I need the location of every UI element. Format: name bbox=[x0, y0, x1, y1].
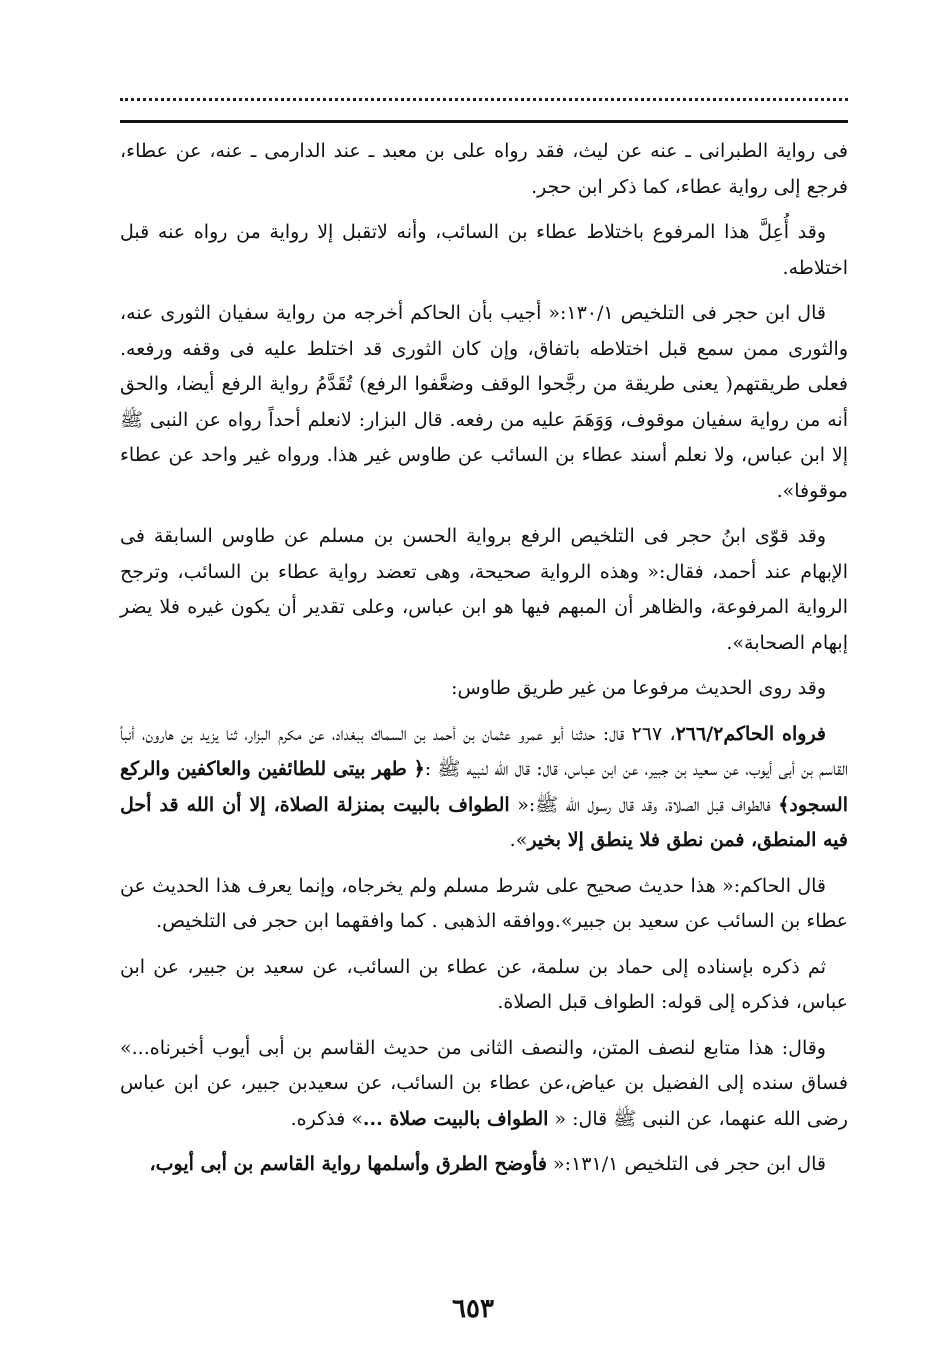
paragraph-9-text: وقال: هذا متابع لنصف المتن، والنصف الثانى من حديث القاسم بن أبى أيوب أخبرناه...» فساق سنده إلى الفضيل بن عياض،عن عطاء بن السائب، عن سعيدبن جبير، عن ابن عباس رضى الله عنهما، عن النبى ﷺ قال: « bbox=[120, 1036, 848, 1130]
closing-quote: ». bbox=[509, 829, 528, 851]
commentary-text: فالطواف قبل الصلاة، وقد قال رسول الله ﷺ:« bbox=[509, 793, 779, 816]
isnad-text: ، ٢٦٧ قال: حدثنا أبو عمرو عثمان بن أحمد بن السماك ببغداد، عن مكرم البزار، ثنا يزيد بن هارون، أنبأ القاسم بن أبى أيوب، عن سعيد بن جبير، عن ابن عباس، قال: قال الله لنبيه ﷺ : bbox=[120, 722, 848, 780]
paragraph-5: وقد روى الحديث مرفوعا من غير طريق طاوس: bbox=[451, 677, 826, 699]
hadith-excerpt: الطواف بالبيت صلاة ... bbox=[362, 1107, 549, 1130]
footnote-rule bbox=[120, 120, 848, 123]
page-number: ٦٥٣ bbox=[452, 1294, 494, 1324]
paragraph-7: قال الحاكم:« هذا حديث صحيح على شرط مسلم ولم يخرجاه، وإنما يعرف هذا الحديث عن عطاء بن السائب عن سعيد بن جبير».ووافقه الذهبى . كما وافقهما ابن حجر فى التلخيص. bbox=[120, 874, 848, 932]
paragraph-10-text: قال ابن حجر فى التلخيص ١٣١/١:« bbox=[547, 1153, 826, 1175]
page-body bbox=[120, 134, 848, 1193]
paragraph-2: وقد أُعِلَّ هذا المرفوع باختلاط عطاء بن السائب، وأنه لاتقبل إلا رواية من رواه عنه قبل اختلاطه. bbox=[120, 221, 848, 279]
paragraph-8: ثم ذكره بإسناده إلى حماد بن سلمة، عن عطاء بن السائب، عن سعيد بن جبير، عن ابن عباس، فذكره إلى قوله: الطواف قبل الصلاة. bbox=[120, 955, 848, 1013]
hadith-text: الطواف بالبيت بمنزلة الصلاة، إلا أن الله قد أحل فيه المنطق، فمن نطق فلا ينطق إلا بخير bbox=[120, 793, 848, 851]
footnote-dotted-separator bbox=[120, 88, 848, 101]
paragraph-10 bbox=[120, 1147, 848, 1183]
quran-verse: ﴿ طهر بيتى للطائفين والعاكفين والركع السجود﴾ bbox=[120, 758, 848, 816]
paragraph-1: فى رواية الطبرانى ـ عنه عن ليث، فقد رواه على بن معبد ـ عند الدارمى ـ عنه، عن عطاء، فرجع إلى رواية عطاء، كما ذكر ابن حجر. bbox=[120, 140, 848, 198]
paragraph-9 bbox=[120, 1031, 848, 1138]
paragraph-10-bold: فأوضح الطرق وأسلمها رواية القاسم بن أبى أيوب، bbox=[149, 1153, 547, 1175]
source-citation: فرواه الحاكم٢٦٦/٢ bbox=[675, 722, 827, 745]
paragraph-4: وقد قوّى ابنُ حجر فى التلخيص الرفع برواية الحسن بن مسلم عن طاوس السابقة فى الإبهام عند أحمد، فقال:« وهذه الرواية صحيحة، وهى تعضد رواية عطاء بن السائب، وترجح الرواية المرفوعة، والظاهر أن المبهم فيها هو ابن عباس، وعلى تقدير أن يكون غيره فلا يضر إبهام الصحابة». bbox=[120, 525, 848, 654]
paragraph-9-end: » فذكره. bbox=[290, 1107, 363, 1130]
paragraph-3: قال ابن حجر فى التلخيص ١٣٠/١:« أجيب بأن الحاكم أخرجه من رواية سفيان الثورى عنه، والثورى ممن سمع قبل اختلاطه باتفاق، وإن كان الثورى قد اختلط عليه فى وقفه ورفعه. فعلى طريقتهم( يعنى طريقة من رجَّحوا الوقف وضعَّفوا الرفع) تُقَدَّمُ رواية الرفع أيضا، والحق أنه من رواية سفيان موقوف، وَوَهَمَ عليه من رفعه. قال البزار: لانعلم أحداً رواه عن النبى ﷺ إلا ابن عباس، ولا نعلم أسند عطاء بن السائب عن طاوس غير هذا. ورواه غير واحد عن عطاء موقوفا». bbox=[120, 302, 848, 502]
paragraph-6 bbox=[120, 717, 848, 859]
